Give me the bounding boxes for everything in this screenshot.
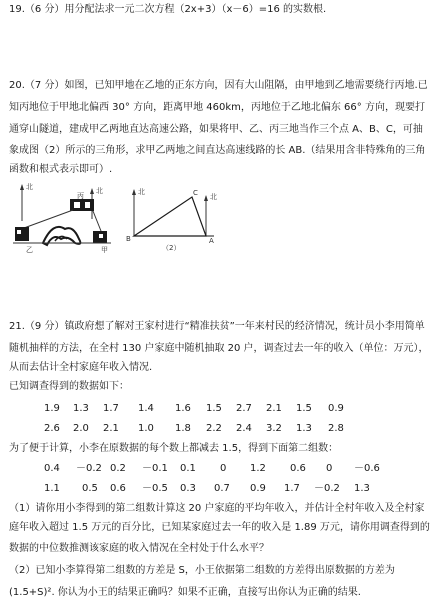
data-value: 1.9 [44,403,60,414]
data-value: 1.5 [296,403,312,414]
figure-2-north-label-right: 北 [210,193,217,201]
data-value: 1.2 [250,463,266,474]
figure-2-label-a: A [209,237,214,245]
data-value: 0 [220,463,227,474]
question-19-text: 19.（6 分）用分配法求一元二次方程（2x+3）（x－6）=16 的实数根. [9,4,327,15]
figure-2-north-label-left: 北 [138,188,145,196]
data-value: 0.1 [180,463,196,474]
data-value: 1.5 [206,403,222,414]
data-value: 1.3 [354,483,370,494]
data-value: 1.3 [296,423,312,434]
data-value: 2.1 [266,403,282,414]
data-value: 2.1 [103,423,119,434]
data-value: 2.7 [236,403,252,414]
question-20-line-3: 通穿山隧道，建成甲乙两地直达高速公路，如果将甲、乙、丙三地当作三个点 A、B、C，可抽 [9,124,423,135]
data-value: 2.8 [328,423,344,434]
figure-1-north-label-left: 北 [26,183,33,191]
question-20-line-1: 20.（7 分）如图，已知甲地在乙地的正东方向，因有大山阻隔，由甲地到乙地需要绕行丙地.已 [9,80,428,91]
question-21-line-3: 从而去估计全村家庭年收入情况. [9,362,153,373]
figure-2-caption: （2） [162,244,181,252]
figure-1-north-label-right: 北 [96,187,103,195]
data-value: 0.4 [44,463,60,474]
data-value: 0.6 [290,463,306,474]
question-21-line-4: 已知调查得到的数据如下： [9,381,129,392]
figure-2-label-c: C [193,189,198,197]
figure-1-label-a: 甲 [101,246,108,254]
data-value: 0.7 [214,483,230,494]
data-value: 0.6 [110,483,126,494]
figure-2-triangle [120,186,220,254]
data-value: －0.6 [354,463,380,474]
data-value: 3.2 [266,423,282,434]
data-value: 1.7 [103,403,119,414]
data-value: 1.3 [73,403,89,414]
figure-1-mountain-scene [13,183,113,255]
data-value: 2.6 [44,423,60,434]
question-20-line-2: 知丙地位于甲地北偏西 30° 方向，距离甲地 460km，丙地位于乙地北偏东 66° 方向，现要打 [9,102,425,113]
data-value: 1.0 [138,423,154,434]
question-21-line-6: （1）请你用小李得到的第二组数计算这 20 户家庭的平均年收入，并估计全村年收入及全村家 [9,503,425,514]
data-value: －0.1 [142,463,168,474]
data-value: 0.2 [110,463,126,474]
data-value: －0.2 [76,463,102,474]
data-value: 1.7 [284,483,300,494]
data-value: －0.2 [314,483,340,494]
question-21-line-1: 21.（9 分）镇政府想了解对王家村进行“精准扶贫”一年来村民的经济情况，统计员小李用简单 [9,321,425,332]
data-value: 1.4 [138,403,154,414]
data-value: 2.4 [236,423,252,434]
question-21-line-2: 随机抽样的方法，在全村 130 户家庭中随机抽取 20 户，调查过去一年的收入（单位：万元）， [9,343,429,354]
question-21-line-8: 数据的中位数推测该家庭的收入情况在全村处于什么水平？ [9,543,269,554]
question-21-line-7: 庭年收入超过 1.5 万元的百分比，已知某家庭过去一年的收入是 1.89 万元，请你用调查得到的 [9,522,430,533]
figure-1-label-b: 乙 [26,246,33,254]
figure-1-label-c: 丙 [77,192,84,200]
question-21-line-10: (1.5+S)². 你认为小王的结果正确吗？如果不正确，直接写出你认为正确的结果. [9,587,361,598]
data-value: －0.5 [142,483,168,494]
data-value: 0.5 [82,483,98,494]
question-20-line-4: 象成图（2）所示的三角形，求甲乙两地之间直达高速线路的长 AB.（结果用含非特殊角的三角 [9,145,426,156]
figure-2-label-b: B [126,235,131,243]
question-21-line-9: （2）已知小李算得第二组数的方差是 S，小王依据第二组数的方差得出原数据的方差为 [9,565,395,576]
data-value: 1.1 [44,483,60,494]
data-value: 2.2 [206,423,222,434]
data-row-2 [44,423,384,435]
data-value: 1.6 [175,403,191,414]
data-value: 0.3 [180,483,196,494]
data-row-4 [44,483,384,495]
data-row-3 [44,463,384,475]
question-21-line-5: 为了便于计算，小李在原数据的每个数上都减去 1.5，得到下面第二组数： [9,443,339,454]
data-value: 0.9 [250,483,266,494]
data-value: 1.8 [175,423,191,434]
data-value: 2.0 [73,423,89,434]
data-value: 0 [326,463,333,474]
data-value: 0.9 [328,403,344,414]
data-row-1 [44,403,384,415]
question-20-line-5: 函数和根式表示即可）. [9,164,113,175]
